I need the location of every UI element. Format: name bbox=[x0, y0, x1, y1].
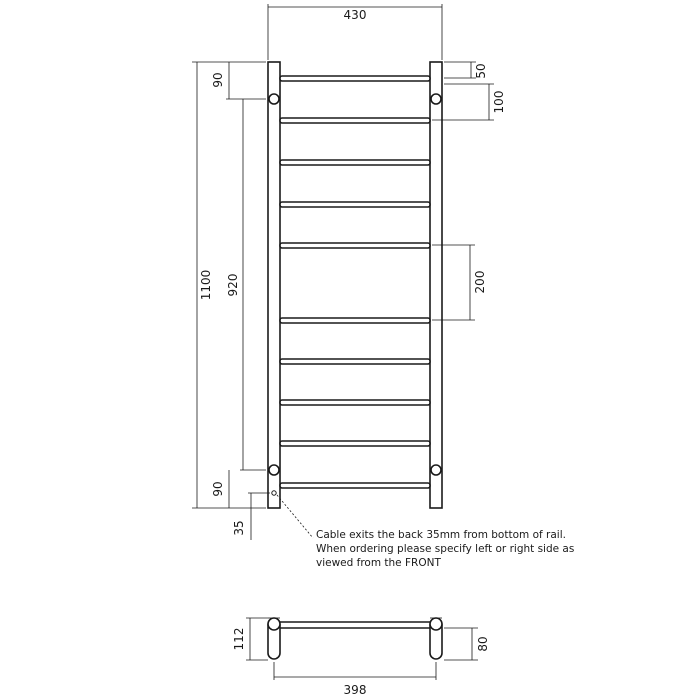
dim-label-top-bar-offset: 50 bbox=[474, 63, 488, 79]
rail-bars bbox=[280, 76, 430, 488]
dim-top-offset bbox=[211, 62, 266, 99]
rail-bar bbox=[280, 118, 430, 123]
depth-view bbox=[268, 618, 442, 659]
dim-label-overall-width: 430 bbox=[343, 8, 367, 22]
depth-right-cap bbox=[430, 618, 442, 630]
rail-bar bbox=[280, 318, 430, 323]
dim-label-depth: 112 bbox=[232, 627, 246, 651]
rail-bar bbox=[280, 359, 430, 364]
mounting-bracket bbox=[431, 465, 441, 475]
right-upright bbox=[430, 62, 442, 508]
mounting-bracket bbox=[269, 94, 279, 104]
rail-bar bbox=[280, 202, 430, 207]
dim-label-cable-exit: 35 bbox=[232, 520, 246, 536]
dim-label-wall-gap: 80 bbox=[476, 636, 490, 652]
cable-note bbox=[277, 495, 574, 569]
note-line-2: When ordering please specify left or right side as bbox=[316, 543, 575, 555]
dim-label-mount-span: 920 bbox=[226, 273, 240, 297]
rail-bar bbox=[280, 160, 430, 165]
rail-bar bbox=[280, 76, 430, 81]
dim-label-gap: 200 bbox=[473, 270, 487, 294]
dim-label-overall-height: 1100 bbox=[199, 269, 213, 301]
dim-bottom-offset bbox=[211, 470, 229, 508]
mounting-bracket bbox=[269, 465, 279, 475]
rail-bar bbox=[280, 400, 430, 405]
mounting-bracket bbox=[431, 94, 441, 104]
dim-depth bbox=[232, 618, 268, 660]
depth-left-cap bbox=[268, 618, 280, 630]
rail-bar bbox=[280, 483, 430, 488]
rail-bar bbox=[280, 243, 430, 248]
rail-bar bbox=[280, 441, 430, 446]
dim-overall-width bbox=[268, 4, 442, 60]
dim-wall-gap bbox=[444, 628, 490, 660]
dim-bar-pitch bbox=[432, 84, 506, 120]
dim-depth-view-width bbox=[274, 662, 436, 697]
dim-label-top-offset: 90 bbox=[211, 72, 225, 88]
dim-label-depth-view-width: 398 bbox=[343, 683, 367, 697]
dim-label-bar-pitch: 100 bbox=[492, 90, 506, 114]
note-line-3: viewed from the FRONT bbox=[316, 557, 441, 569]
note-line-1: Cable exits the back 35mm from bottom of rail. bbox=[316, 529, 566, 541]
left-upright bbox=[268, 62, 280, 508]
dim-label-bottom-offset: 90 bbox=[211, 481, 225, 497]
dim-top-bar-offset bbox=[444, 62, 488, 79]
dim-cable-exit bbox=[232, 493, 270, 540]
dim-mount-span bbox=[226, 99, 266, 470]
